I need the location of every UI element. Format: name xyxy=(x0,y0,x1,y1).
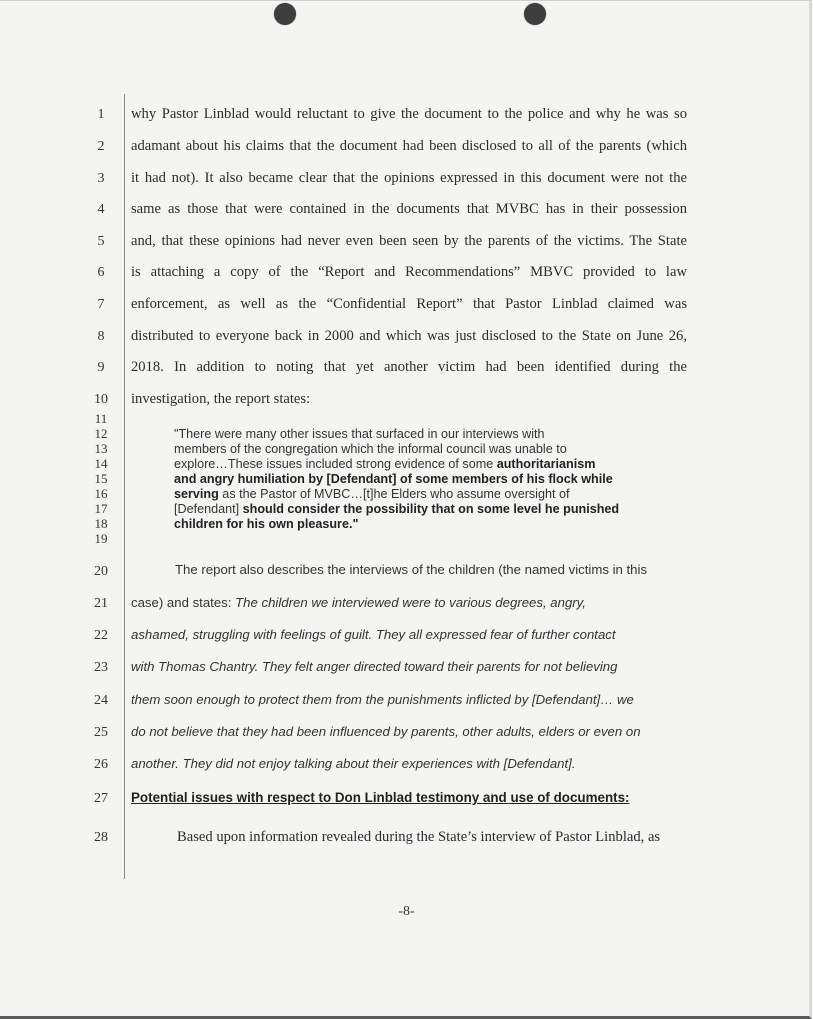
line-number: 18 xyxy=(94,516,108,531)
line-number: 6 xyxy=(97,265,105,280)
line-number: 23 xyxy=(94,660,108,675)
body-line: is attaching a copy of the “Report and Recommendations” MBVC provided to law xyxy=(131,264,687,280)
line-number: 15 xyxy=(94,471,108,486)
line-number: 26 xyxy=(94,757,108,772)
line-number: 16 xyxy=(94,486,108,501)
quote-text: explore…These issues included strong evidence of some xyxy=(174,457,497,471)
body-line xyxy=(131,595,687,610)
line-number: 21 xyxy=(94,596,108,611)
quote-emphasis: serving xyxy=(174,487,219,501)
line-number: 27 xyxy=(94,791,108,806)
line-number: 1 xyxy=(97,107,105,122)
section-heading: Potential issues with respect to Don Linblad testimony and use of documents: xyxy=(131,790,630,805)
punch-hole-right xyxy=(524,3,546,25)
quoted-text: The children we interviewed were to various degrees, angry, xyxy=(235,595,586,610)
line-number: 3 xyxy=(97,171,105,186)
line-number: 11 xyxy=(94,411,108,426)
body-line: and, that these opinions had never even been seen by the parents of the victims. The State xyxy=(131,233,687,249)
body-line: distributed to everyone back in 2000 and which was just disclosed to the State on June 26, xyxy=(131,328,687,344)
line-number: 4 xyxy=(97,202,105,217)
pleading-margin-rule xyxy=(124,94,125,879)
line-number: 12 xyxy=(94,426,108,441)
body-text: case) and states: xyxy=(131,595,236,610)
quote-line xyxy=(174,457,694,472)
line-number: 24 xyxy=(94,693,108,708)
line-number: 19 xyxy=(94,531,108,546)
quote-line: members of the congregation which the informal council was unable to xyxy=(174,442,567,456)
line-number: 25 xyxy=(94,725,108,740)
line-number: 13 xyxy=(94,441,108,456)
quote-emphasis: authoritarianism xyxy=(496,457,596,471)
line-number: 17 xyxy=(94,501,108,516)
line-number: 22 xyxy=(94,628,108,643)
quote-emphasis: and angry humiliation by [Defendant] of some members of his flock while xyxy=(174,472,613,486)
quote-line xyxy=(174,517,694,532)
punch-hole-left xyxy=(274,3,296,25)
body-line: 2018. In addition to noting that yet another victim had been identified during the xyxy=(131,359,687,375)
quoted-line: with Thomas Chantry. They felt anger directed toward their parents for not believing xyxy=(131,659,618,674)
body-line: investigation, the report states: xyxy=(131,391,311,407)
quoted-line: another. They did not enjoy talking about their experiences with [Defendant]. xyxy=(131,756,576,771)
quote-emphasis: children for his own pleasure." xyxy=(174,517,359,531)
quote-line: "There were many other issues that surfaced in our interviews with xyxy=(174,427,545,441)
line-number: 20 xyxy=(94,564,108,579)
quote-emphasis: should consider the possibility that on some level he punished xyxy=(242,502,620,516)
quote-line xyxy=(174,487,694,502)
page-number: -8- xyxy=(398,904,415,919)
quoted-line: ashamed, struggling with feelings of guilt. They all expressed fear of further contact xyxy=(131,627,616,642)
body-line: Based upon information revealed during the State’s interview of Pastor Linblad, as xyxy=(177,829,661,845)
quote-line xyxy=(174,472,694,487)
body-line: same as those that were contained in the documents that MVBC has in their possession xyxy=(131,201,687,217)
quote-text: as the Pastor of MVBC…[t]he Elders who assume oversight of xyxy=(218,487,570,501)
body-line: The report also describes the interviews of the children (the named victims in this xyxy=(175,562,648,577)
quote-text: [Defendant] xyxy=(174,502,243,516)
body-line: why Pastor Linblad would reluctant to give the document to the police and why he was so xyxy=(131,106,687,122)
line-number: 7 xyxy=(97,297,105,312)
line-number: 9 xyxy=(97,360,105,375)
line-number: 10 xyxy=(94,392,108,407)
quoted-line: them soon enough to protect them from the punishments inflicted by [Defendant]… we xyxy=(131,692,634,707)
quoted-line: do not believe that they had been influenced by parents, other adults, elders or even on xyxy=(131,724,641,739)
body-line: adamant about his claims that the document had been disclosed to all of the parents (which xyxy=(131,138,687,154)
line-number: 5 xyxy=(97,234,105,249)
line-number: 2 xyxy=(97,139,105,154)
quote-line xyxy=(174,502,694,517)
body-line: it had not). It also became clear that the opinions expressed in this document were not the xyxy=(131,170,687,186)
line-number: 8 xyxy=(97,329,105,344)
body-line: enforcement, as well as the “Confidential Report” that Pastor Linblad claimed was xyxy=(131,296,687,312)
line-number: 28 xyxy=(94,830,108,845)
line-number: 14 xyxy=(94,456,108,471)
